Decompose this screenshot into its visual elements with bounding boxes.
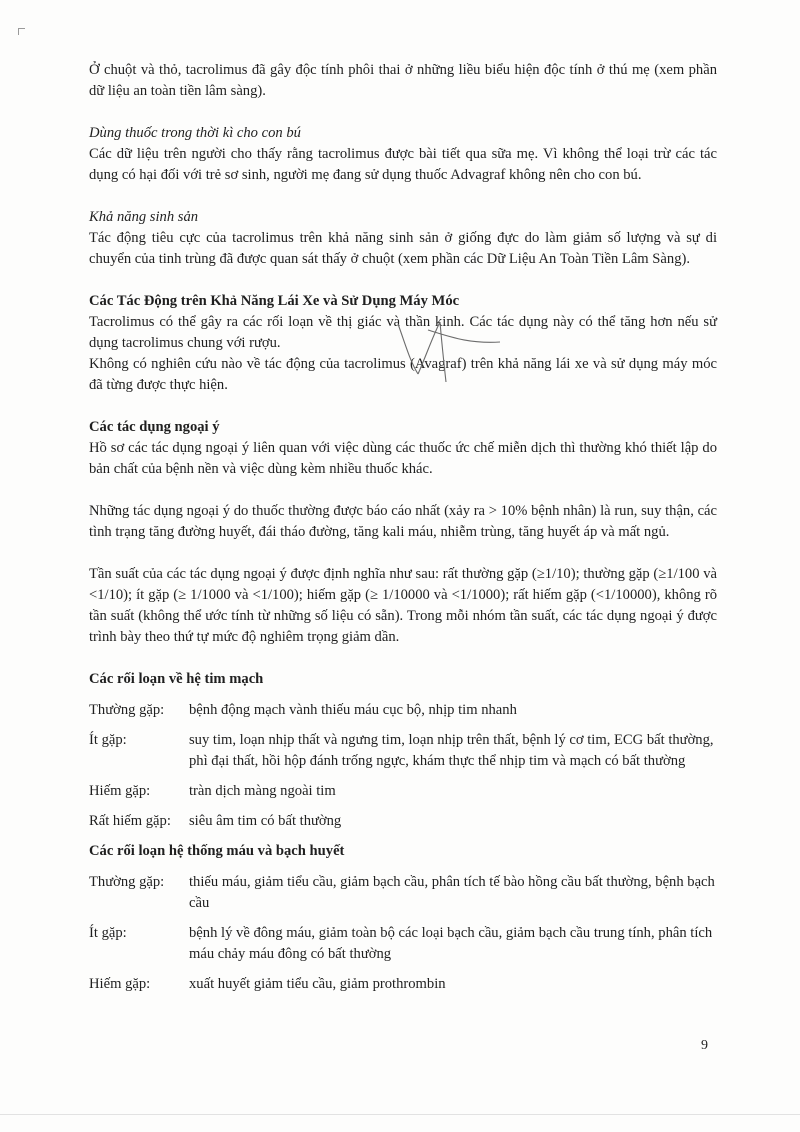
page-number: 9 bbox=[701, 1038, 708, 1053]
driving-paragraph-1: Tacrolimus có thể gây ra các rối loạn về thị giác và thần kinh. Các tác dụng này có thể tăng hơn nếu sử dụng tacrolimus chung với rượu. bbox=[89, 314, 717, 351]
frequency-text: tràn dịch màng ngoài tim bbox=[189, 783, 336, 799]
frequency-row bbox=[89, 730, 717, 772]
frequency-definition-paragraph: Tần suất của các tác dụng ngoại ý được định nghĩa như sau: rất thường gặp (≥1/10); thường gặp (≥1/100 và <1/10); ít gặp (≥ 1/1000 và <1/100); hiếm gặp (≥ 1/10000 và <1/1000); rất hiếm gặp (<1/10000), không rõ tần suất (không thể ước tính từ những số liệu có sẵn). Trong mỗi nhóm tần suất, các tác dụng ngoại ý được trình bày theo thứ tự mức độ nghiêm trọng giảm dần. bbox=[89, 566, 717, 645]
animal-toxicity-paragraph: Ở chuột và thỏ, tacrolimus đã gây độc tính phôi thai ở những liều biểu hiện độc tính ở thú mẹ (xem phần dữ liệu an toàn tiền lâm sàng). bbox=[89, 62, 717, 99]
frequency-row bbox=[89, 872, 717, 914]
frequency-label: Ít gặp: bbox=[89, 732, 127, 748]
breastfeeding-title: Dùng thuốc trong thời kì cho con bú bbox=[89, 125, 301, 141]
frequency-text: siêu âm tim có bất thường bbox=[189, 813, 342, 829]
frequency-row bbox=[89, 781, 717, 802]
driving-paragraph-2: Không có nghiên cứu nào về tác động của tacrolimus (Avagraf) trên khả năng lái xe và sử dụng máy móc đã từng được thực hiện. bbox=[89, 356, 717, 393]
frequency-row bbox=[89, 923, 717, 965]
frequency-row bbox=[89, 700, 717, 721]
driving-section-title: Các Tác Động trên Khả Năng Lái Xe và Sử Dụng Máy Móc bbox=[89, 293, 460, 309]
frequency-text: bệnh lý về đông máu, giảm toàn bộ các loại bạch cầu, giảm bạch cầu trung tính, phân tích máu chảy máu đông có bất thường bbox=[189, 925, 713, 962]
frequency-row bbox=[89, 974, 717, 995]
cardiac-disorders-title: Các rối loạn về hệ tim mạch bbox=[89, 671, 264, 687]
scan-corner-mark bbox=[18, 28, 25, 35]
fertility-title: Khả năng sinh sản bbox=[89, 209, 199, 225]
cardiac-frequency-list bbox=[89, 700, 717, 832]
frequency-label: Rất hiếm gặp: bbox=[89, 813, 171, 829]
page-bottom-rule bbox=[0, 1114, 800, 1115]
frequency-label: Ít gặp: bbox=[89, 925, 127, 941]
frequency-label: Hiếm gặp: bbox=[89, 783, 151, 799]
blood-disorders-title: Các rối loạn hệ thống máu và bạch huyết bbox=[89, 843, 345, 859]
handwritten-signature bbox=[388, 316, 508, 386]
fertility-paragraph: Tác động tiêu cực của tacrolimus trên khả năng sinh sản ở giống đực do làm giảm số lượng và sự di chuyển của tinh trùng đã được quan sát thấy ở chuột (xem phần các Dữ Liệu An Toàn Tiền Lâm Sàng). bbox=[89, 230, 717, 267]
document-body bbox=[89, 60, 717, 1004]
frequency-text: thiếu máu, giảm tiểu cầu, giảm bạch cầu, phân tích tế bào hồng cầu bất thường, bệnh bạch cầu bbox=[189, 874, 715, 911]
frequency-label: Thường gặp: bbox=[89, 874, 165, 890]
frequency-text: bệnh động mạch vành thiếu máu cục bộ, nhịp tim nhanh bbox=[189, 702, 517, 718]
adverse-paragraph-2: Những tác dụng ngoại ý do thuốc thường được báo cáo nhất (xảy ra > 10% bệnh nhân) là run, suy thận, các tình trạng tăng đường huyết, đái tháo đường, tăng kali máu, nhiễm trùng, tăng huyết áp và mất ngủ. bbox=[89, 503, 717, 540]
adverse-effects-title: Các tác dụng ngoại ý bbox=[89, 419, 220, 435]
adverse-paragraph-1: Hồ sơ các tác dụng ngoại ý liên quan với việc dùng các thuốc ức chế miễn dịch thì thường khó thiết lập do bản chất của bệnh nền và việc dùng kèm nhiều thuốc khác. bbox=[89, 440, 717, 477]
frequency-row bbox=[89, 811, 717, 832]
frequency-text: xuất huyết giảm tiểu cầu, giảm prothrombin bbox=[189, 976, 446, 992]
frequency-text: suy tim, loạn nhịp thất và ngưng tim, loạn nhịp trên thất, bệnh lý cơ tim, ECG bất thường, phì đại thất, hồi hộp đánh trống ngực, khám thực thể nhịp tim và mạch có bất thường bbox=[189, 732, 714, 769]
blood-frequency-list bbox=[89, 872, 717, 995]
frequency-label: Thường gặp: bbox=[89, 702, 165, 718]
frequency-label: Hiếm gặp: bbox=[89, 976, 151, 992]
breastfeeding-paragraph: Các dữ liệu trên người cho thấy rằng tacrolimus được bài tiết qua sữa mẹ. Vì không thể loại trừ các tác dụng có hại đối với trẻ sơ sinh, người mẹ đang sử dụng thuốc Advagraf không nên cho con bú. bbox=[89, 146, 717, 183]
